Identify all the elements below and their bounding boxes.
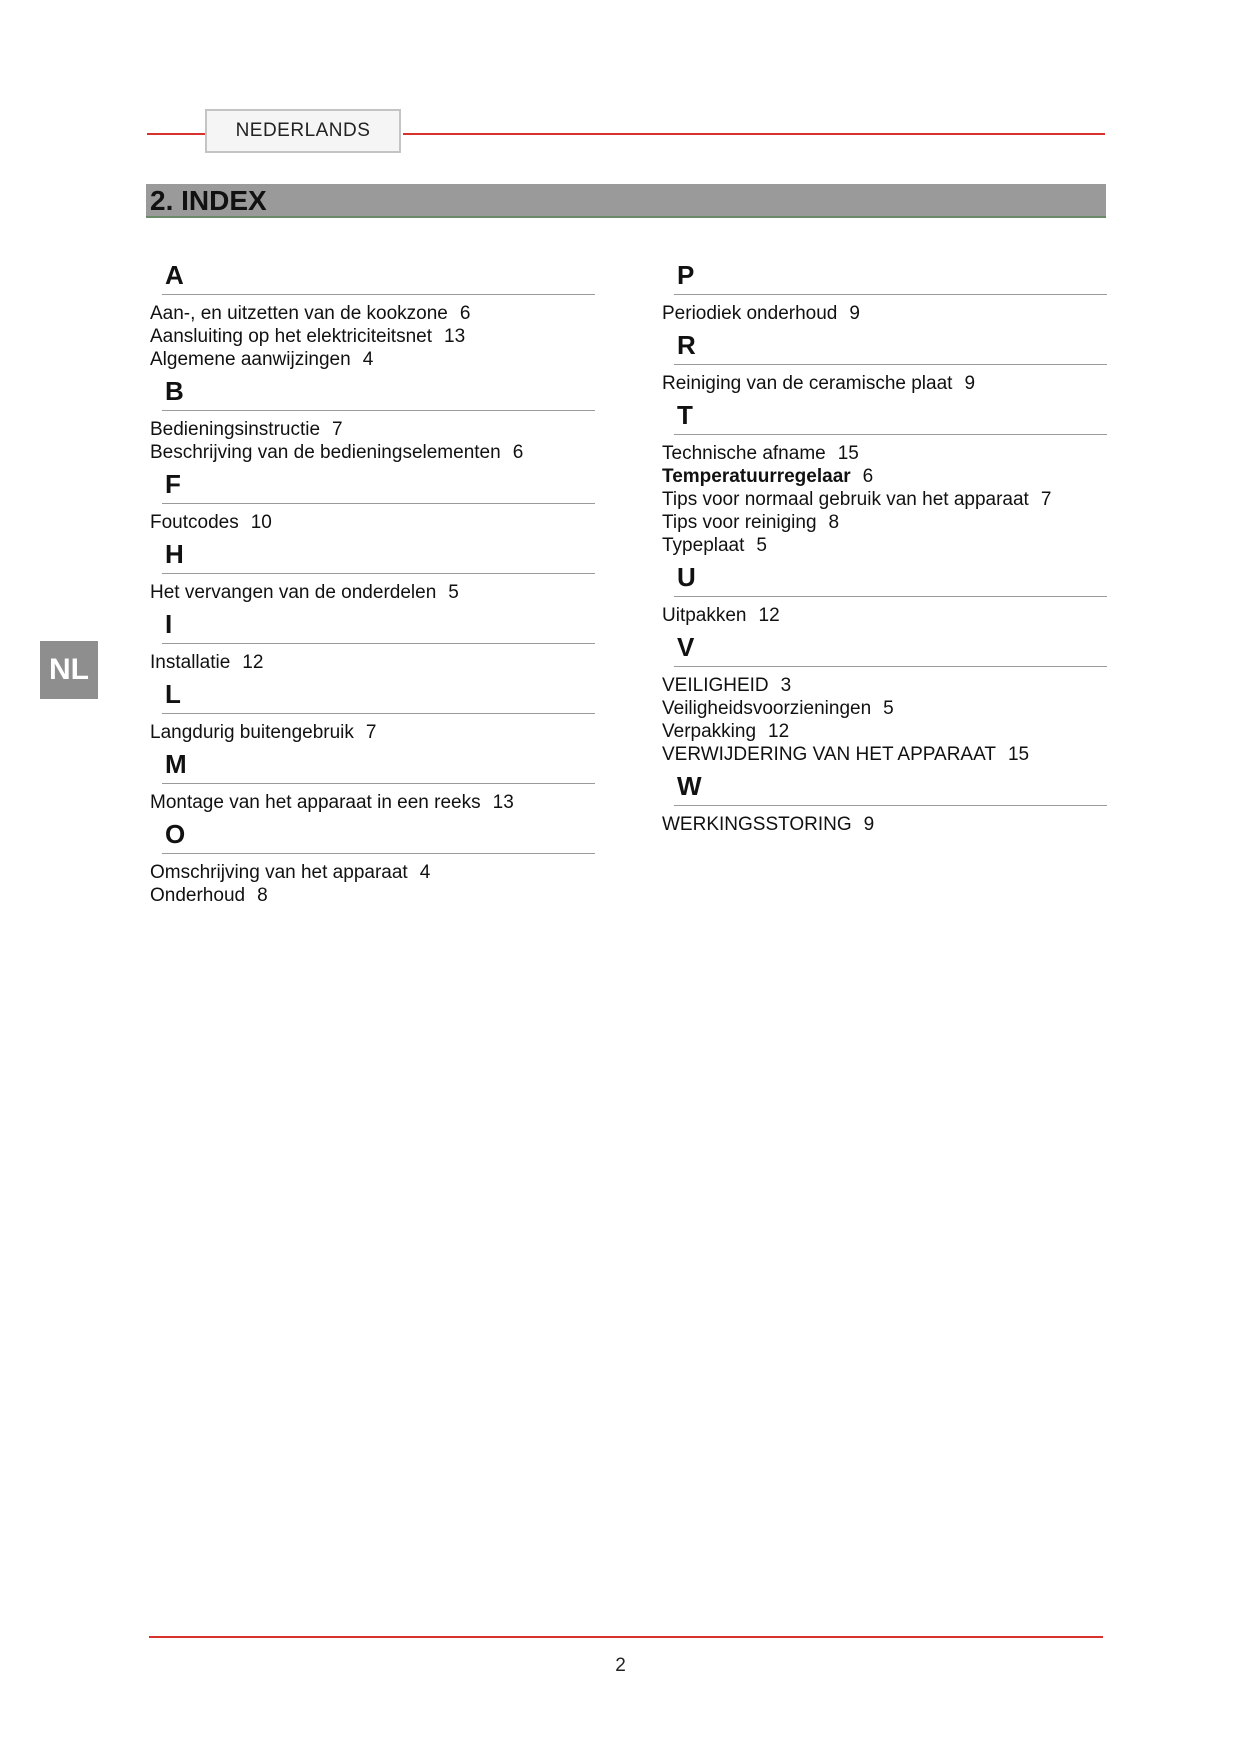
index-entry-page: 5 bbox=[448, 582, 459, 603]
index-column-right bbox=[662, 255, 1107, 836]
index-entry[interactable] bbox=[662, 534, 1107, 557]
index-group-i bbox=[150, 606, 595, 674]
index-group-r bbox=[662, 327, 1107, 395]
index-entry-text: Tips voor reiniging bbox=[662, 512, 817, 533]
index-letter: W bbox=[677, 771, 702, 801]
index-entry-page: 6 bbox=[512, 442, 524, 463]
index-entry-text: Onderhoud bbox=[150, 885, 246, 906]
index-entry-page: 12 bbox=[768, 721, 790, 742]
language-badge: NL bbox=[40, 641, 98, 699]
index-entry-text: Beschrijving van de bedieningselementen bbox=[150, 442, 501, 463]
index-entry[interactable] bbox=[662, 442, 1107, 465]
index-letter-rule bbox=[162, 783, 595, 784]
index-entry[interactable] bbox=[662, 743, 1107, 766]
index-letter: L bbox=[165, 679, 181, 709]
index-entry-text: Langdurig buitengebruik bbox=[150, 722, 354, 743]
index-entry-text: Veiligheidsvoorzieningen bbox=[662, 698, 872, 719]
index-entry-page: 9 bbox=[964, 373, 976, 394]
index-letter: P bbox=[677, 260, 695, 290]
index-entry-text: WERKINGSSTORING bbox=[662, 814, 852, 835]
index-entry[interactable] bbox=[150, 884, 595, 907]
index-entry[interactable] bbox=[662, 697, 1107, 720]
index-entry[interactable] bbox=[150, 302, 595, 325]
index-entry-page: 3 bbox=[780, 675, 792, 696]
index-entry[interactable] bbox=[662, 302, 1107, 325]
index-letter-rule bbox=[162, 713, 595, 714]
index-group-t bbox=[662, 397, 1107, 557]
index-letter: R bbox=[677, 330, 696, 360]
header-rule-right bbox=[403, 133, 1105, 135]
index-letter: I bbox=[165, 609, 173, 639]
index-letter: U bbox=[677, 562, 696, 592]
index-entry-page: 13 bbox=[492, 792, 514, 813]
index-entry[interactable] bbox=[150, 441, 595, 464]
index-entry-text: Algemene aanwijzingen bbox=[150, 349, 351, 370]
index-entry-text: Periodiek onderhoud bbox=[662, 303, 838, 324]
index-entry-text: Foutcodes bbox=[150, 512, 239, 533]
index-letter-rule bbox=[674, 294, 1107, 295]
index-entry-page: 5 bbox=[756, 535, 767, 556]
index-entry[interactable] bbox=[662, 511, 1107, 534]
index-group-h bbox=[150, 536, 595, 604]
index-entry-text: Bedieningsinstructie bbox=[150, 419, 321, 440]
index-letter: H bbox=[165, 539, 184, 569]
index-entry-page: 9 bbox=[863, 814, 875, 835]
index-letter-rule bbox=[674, 805, 1107, 806]
index-group-a bbox=[150, 257, 595, 371]
index-letter-rule bbox=[162, 853, 595, 854]
index-entry-page: 15 bbox=[837, 443, 859, 464]
page-number: 2 bbox=[615, 1655, 626, 1676]
index-letter-rule bbox=[162, 503, 595, 504]
language-tab: NEDERLANDS bbox=[205, 109, 401, 153]
index-group-w bbox=[662, 768, 1107, 836]
index-entry[interactable] bbox=[150, 651, 595, 674]
index-entry-text: Verpakking bbox=[662, 721, 757, 742]
index-entry[interactable] bbox=[662, 372, 1107, 395]
index-entry[interactable] bbox=[662, 465, 1107, 488]
index-entry-page: 13 bbox=[444, 326, 466, 347]
index-entry-text: Installatie bbox=[150, 652, 231, 673]
index-entry-text: Typeplaat bbox=[662, 535, 745, 556]
index-letter: V bbox=[677, 632, 695, 662]
index-letter-rule bbox=[674, 434, 1107, 435]
index-entry-text: Aansluiting op het elektriciteitsnet bbox=[150, 326, 432, 347]
index-entry-page: 8 bbox=[257, 885, 268, 906]
index-entry[interactable] bbox=[150, 861, 595, 884]
index-group-f bbox=[150, 466, 595, 534]
index-entry-page: 6 bbox=[459, 303, 471, 324]
index-entry[interactable] bbox=[150, 511, 595, 534]
index-letter-rule bbox=[162, 294, 595, 295]
index-letter: M bbox=[165, 749, 187, 779]
index-entry-text: Tips voor normaal gebruik van het apparaat bbox=[662, 489, 1029, 510]
index-entry-page: 7 bbox=[1040, 489, 1052, 510]
index-entry-text: Aan-, en uitzetten van de kookzone bbox=[150, 303, 448, 324]
index-entry-page: 4 bbox=[362, 349, 374, 370]
index-entry-text: Temperatuurregelaar bbox=[662, 466, 851, 487]
index-entry-text: Het vervangen van de onderdelen bbox=[150, 582, 437, 603]
section-heading-bar bbox=[146, 184, 1106, 218]
index-entry[interactable] bbox=[662, 604, 1107, 627]
index-entry[interactable] bbox=[150, 418, 595, 441]
index-entry-text: VERWIJDERING VAN HET APPARAAT bbox=[662, 744, 996, 765]
index-entry[interactable] bbox=[662, 674, 1107, 697]
index-entry-page: 9 bbox=[849, 303, 860, 324]
index-letter: T bbox=[677, 400, 693, 430]
index-letter-rule bbox=[674, 364, 1107, 365]
footer-rule bbox=[149, 1636, 1103, 1638]
index-entry-text: Technische afname bbox=[662, 443, 826, 464]
index-entry-text: Uitpakken bbox=[662, 605, 747, 626]
index-entry[interactable] bbox=[662, 720, 1107, 743]
index-entry-page: 12 bbox=[242, 652, 264, 673]
index-entry-text: Reiniging van de ceramische plaat bbox=[662, 373, 953, 394]
index-letter-rule bbox=[674, 666, 1107, 667]
index-entry-page: 4 bbox=[419, 862, 431, 883]
index-entry-page: 6 bbox=[862, 466, 874, 487]
index-entry[interactable] bbox=[150, 581, 595, 604]
index-entry-page: 7 bbox=[332, 419, 343, 440]
index-letter-rule bbox=[162, 410, 595, 411]
index-letter: F bbox=[165, 469, 181, 499]
index-group-u bbox=[662, 559, 1107, 627]
index-entry-page: 7 bbox=[365, 722, 377, 743]
header-rule-left bbox=[147, 133, 205, 135]
index-entry[interactable] bbox=[662, 488, 1107, 511]
index-group-m bbox=[150, 746, 595, 814]
index-letter: O bbox=[165, 819, 186, 849]
index-letter: B bbox=[165, 376, 184, 406]
index-column-left bbox=[150, 255, 595, 907]
index-entry-page: 15 bbox=[1007, 744, 1030, 765]
index-entry-page: 8 bbox=[828, 512, 840, 533]
index-entry-text: Montage van het apparaat in een reeks bbox=[150, 792, 481, 813]
index-entry[interactable] bbox=[662, 813, 1107, 836]
index-group-v bbox=[662, 629, 1107, 766]
index-entry[interactable] bbox=[150, 721, 595, 744]
index-entry-text: VEILIGHEID bbox=[662, 675, 769, 696]
index-entry[interactable] bbox=[150, 791, 595, 814]
index-entry-page: 12 bbox=[758, 605, 780, 626]
index-group-o bbox=[150, 816, 595, 907]
index-letter: A bbox=[165, 260, 184, 290]
index-entry-page: 5 bbox=[883, 698, 894, 719]
index-letter-rule bbox=[162, 573, 595, 574]
index-entry[interactable] bbox=[150, 348, 595, 371]
index-letter-rule bbox=[162, 643, 595, 644]
index-entry[interactable] bbox=[150, 325, 595, 348]
index-entry-text: Omschrijving van het apparaat bbox=[150, 862, 408, 883]
index-letter-rule bbox=[674, 596, 1107, 597]
index-entry-page: 10 bbox=[250, 512, 272, 533]
index-group-b bbox=[150, 373, 595, 464]
index-group-p bbox=[662, 257, 1107, 325]
index-group-l bbox=[150, 676, 595, 744]
section-title: 2. INDEX bbox=[150, 185, 267, 216]
